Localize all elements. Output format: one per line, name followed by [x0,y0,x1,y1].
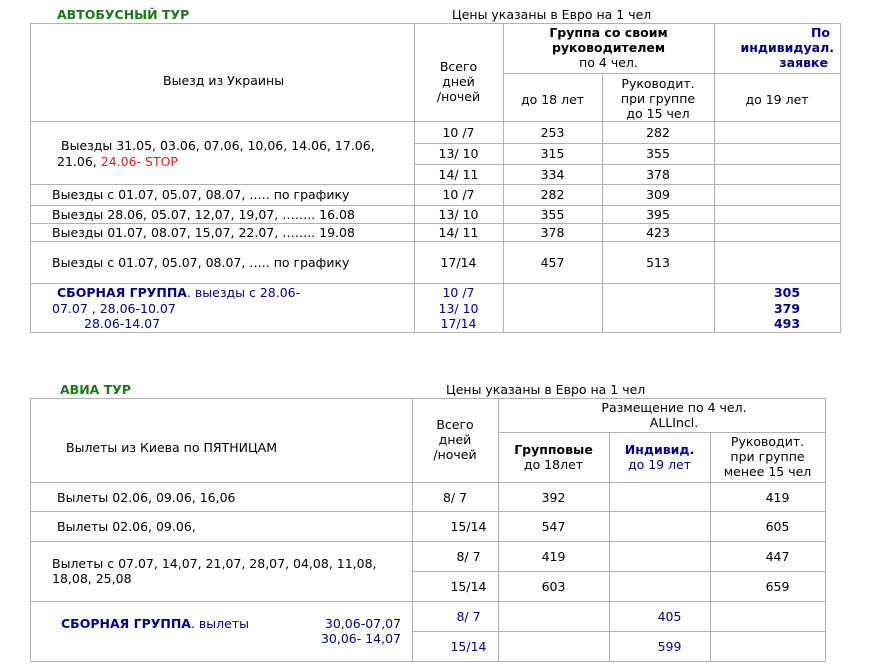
avia-row3-departures: Вылеты с 07.07, 14,07, 21,07, 28,07, 04,08, 11,08, 18,08, 25,08 [52,556,377,586]
avia-row3a-group: 419 [541,549,566,564]
avia-col-departure: Вылеты из Киева по ПЯТНИЦАМ [66,440,277,455]
avia-row1-departures: Вылеты 02.06, 09.06, 16,06 [57,490,236,505]
stop-label: 24.06- STOP [100,154,178,169]
bus-row2-days: 10 /7 [442,187,475,202]
bus-combined-days: 10 /7 13/ 10 17/14 [438,285,479,331]
avia-sub-indiv: Индивид. до 19 лет [624,442,695,472]
bus-row5-leader: 513 [646,255,670,270]
avia-row3b-leader: 659 [765,579,790,594]
avia-combined-price-1: 405 [657,609,682,624]
bus-row3-under18: 355 [540,207,565,222]
bus-row3-leader: 395 [646,207,670,222]
bus-combined-group: СБОРНАЯ ГРУППА. выезды с 28.06- 07.07 , 28.06-10.07 28.06-14.07 [52,285,301,331]
bus-row1c-under18: 334 [540,167,565,182]
avia-combined-label: СБОРНАЯ ГРУППА [61,616,191,631]
bus-group-header: Группа со своим руководителем по 4 чел. [549,25,668,70]
bus-row1b-days: 13/ 10 [438,146,479,161]
bus-row1a-leader: 282 [646,125,670,140]
avia-combined-days-1: 8/ 7 [456,609,481,624]
avia-accom-header: Размещение по 4 чел. ALLIncl. [601,400,747,430]
bus-row2-leader: 309 [646,187,670,202]
avia-row3b-days: 15/14 [450,579,487,594]
avia-combined-group: СБОРНАЯ ГРУППА. вылеты [61,616,249,631]
bus-row4-departures: Выезды 01.07, 08.07, 15,07, 22.07, …….. 19.08 [52,225,355,240]
bus-row4-under18: 378 [540,225,565,240]
bus-row2-departures: Выезды с 01.07, 05.07, 08.07, ….. по графику [52,187,350,202]
bus-tour-title: АВТОБУСНЫЙ ТУР [57,7,190,22]
bus-sub-under18: до 18 лет [520,92,585,107]
avia-row3a-days: 8/ 7 [456,549,481,564]
avia-sub-leader: Руководит. при группе менее 15 чел [723,434,812,479]
avia-row2-leader: 605 [765,519,790,534]
bus-row1b-under18: 315 [540,146,565,161]
avia-row1-leader: 419 [765,490,790,505]
bus-col-days: Всего дней /ночей [436,59,481,104]
avia-combined-days-2: 15/14 [450,639,487,654]
bus-combined-prices: 305 379 493 [773,285,801,331]
avia-row1-days: 8/ 7 [442,490,468,505]
bus-sub-under19: до 19 лет [745,92,809,107]
combined-group-label: СБОРНАЯ ГРУППА [57,285,187,300]
avia-tour-title: АВИА ТУР [60,382,132,397]
avia-row3b-group: 603 [541,579,566,594]
avia-combined-dates: 30,06-07,07 30,06- 14,07 [320,616,401,646]
bus-row1a-under18: 253 [540,125,565,140]
bus-row1b-leader: 355 [646,146,670,161]
bus-row1c-leader: 378 [646,167,670,182]
bus-col-departure: Выезд из Украины [163,73,285,88]
avia-combined-price-2: 599 [657,639,682,654]
bus-row1a-days: 10 /7 [442,125,475,140]
bus-row5-under18: 457 [540,255,565,270]
bus-price-note: Цены указаны в Евро на 1 чел [452,7,652,22]
bus-row1-departures: Выезды 31.05, 03.06, 07.06, 10,06, 14.06, 17.06, 21.06, 24.06- STOP [57,138,375,169]
avia-sub-group: Групповые до 18лет [514,442,593,472]
bus-row3-departures: Выезды 28.06, 05.07, 12,07, 19,07, …….. 16.08 [52,207,355,222]
bus-row2-under18: 282 [540,187,565,202]
bus-row1c-days: 14/ 11 [438,167,479,182]
avia-row2-departures: Вылеты 02.06, 09.06, [57,519,196,534]
bus-row5-days: 17/14 [440,255,477,270]
avia-row2-group: 547 [541,519,566,534]
bus-row5-departures: Выезды с 01.07, 05.07, 08.07, ….. по графику [52,255,350,270]
avia-row1-group: 392 [541,490,566,505]
avia-row3a-leader: 447 [765,549,790,564]
bus-sub-leader: Руководит. при группе до 15 чел [620,76,696,121]
bus-indiv-header: По индивидуал. заявке [740,25,834,70]
avia-row2-days: 15/14 [450,519,487,534]
bus-row4-leader: 423 [646,225,670,240]
avia-price-note: Цены указаны в Евро на 1 чел [446,382,646,397]
bus-row4-days: 14/ 11 [438,225,479,240]
bus-row3-days: 13/ 10 [438,207,479,222]
avia-col-days: Всего дней /ночей [433,417,477,462]
